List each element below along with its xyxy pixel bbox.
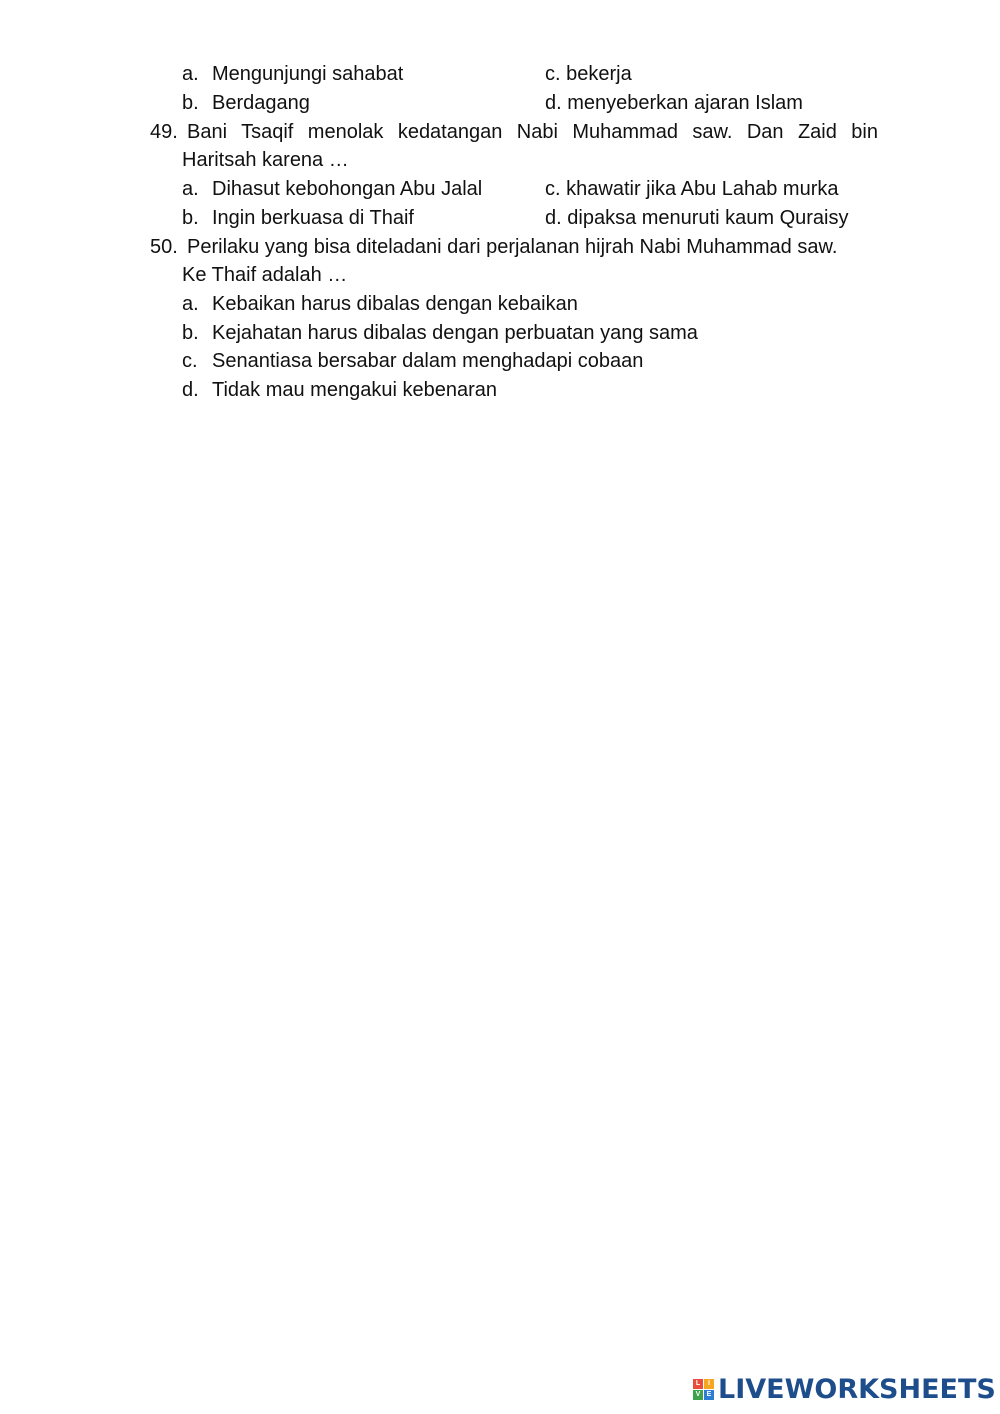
option-text: Tidak mau mengakui kebenaran bbox=[212, 379, 497, 401]
option-text: Dihasut kebohongan Abu Jalal bbox=[212, 178, 483, 200]
option-label: b. bbox=[182, 322, 199, 344]
q50-question-line2: Ke Thaif adalah … bbox=[182, 264, 348, 286]
option-label: c. bbox=[545, 178, 561, 200]
badge-letter: V bbox=[693, 1390, 703, 1400]
logo-text: LIVEWORKSHEETS bbox=[718, 1373, 996, 1405]
option-text: Ingin berkuasa di Thaif bbox=[212, 207, 414, 229]
q48-option-c[interactable] bbox=[545, 60, 632, 88]
badge-letter: L bbox=[693, 1379, 703, 1389]
option-text: Berdagang bbox=[212, 92, 310, 114]
q49-question-line2: Haritsah karena … bbox=[182, 149, 349, 171]
option-label: d. bbox=[545, 207, 562, 229]
option-text: bekerja bbox=[566, 63, 632, 85]
q50-option-c[interactable] bbox=[182, 347, 643, 375]
option-label: a. bbox=[182, 293, 199, 315]
q49-option-c[interactable] bbox=[545, 175, 839, 203]
q49-option-d[interactable] bbox=[545, 204, 848, 232]
q49-option-b[interactable] bbox=[182, 204, 414, 232]
q50-number: 50. bbox=[150, 236, 178, 258]
live-badge-icon bbox=[693, 1379, 714, 1400]
q48-option-b[interactable] bbox=[182, 89, 310, 117]
badge-letter: I bbox=[704, 1379, 714, 1389]
option-label: d. bbox=[545, 92, 562, 114]
option-text: khawatir jika Abu Lahab murka bbox=[566, 178, 839, 200]
option-label: c. bbox=[182, 350, 198, 372]
option-label: b. bbox=[182, 92, 199, 114]
option-text: Kebaikan harus dibalas dengan kebaikan bbox=[212, 293, 578, 315]
option-label: d. bbox=[182, 379, 199, 401]
option-text: Kejahatan harus dibalas dengan perbuatan yang sama bbox=[212, 322, 698, 344]
option-text: dipaksa menuruti kaum Quraisy bbox=[567, 207, 849, 229]
option-label: a. bbox=[182, 178, 199, 200]
q50-question-line1: Perilaku yang bisa diteladani dari perjalanan hijrah Nabi Muhammad saw. bbox=[187, 236, 838, 258]
option-text: Mengunjungi sahabat bbox=[212, 63, 404, 85]
q49-option-a[interactable] bbox=[182, 175, 482, 203]
q49-number: 49. bbox=[150, 121, 178, 143]
q48-option-a[interactable] bbox=[182, 60, 403, 88]
option-label: a. bbox=[182, 63, 199, 85]
q48-option-d[interactable] bbox=[545, 89, 803, 117]
q50-option-a[interactable] bbox=[182, 290, 578, 318]
q49-question-line1: Bani Tsaqif menolak kedatangan Nabi Muhammad saw. Dan Zaid bin bbox=[187, 121, 878, 143]
q50-option-d[interactable] bbox=[182, 376, 497, 404]
liveworksheets-logo bbox=[693, 1374, 996, 1404]
option-label: c. bbox=[545, 63, 561, 85]
option-text: Senantiasa bersabar dalam menghadapi cobaan bbox=[212, 350, 644, 372]
option-text: menyeberkan ajaran Islam bbox=[567, 92, 803, 114]
badge-letter: E bbox=[704, 1390, 714, 1400]
q50-option-b[interactable] bbox=[182, 319, 698, 347]
option-label: b. bbox=[182, 207, 199, 229]
